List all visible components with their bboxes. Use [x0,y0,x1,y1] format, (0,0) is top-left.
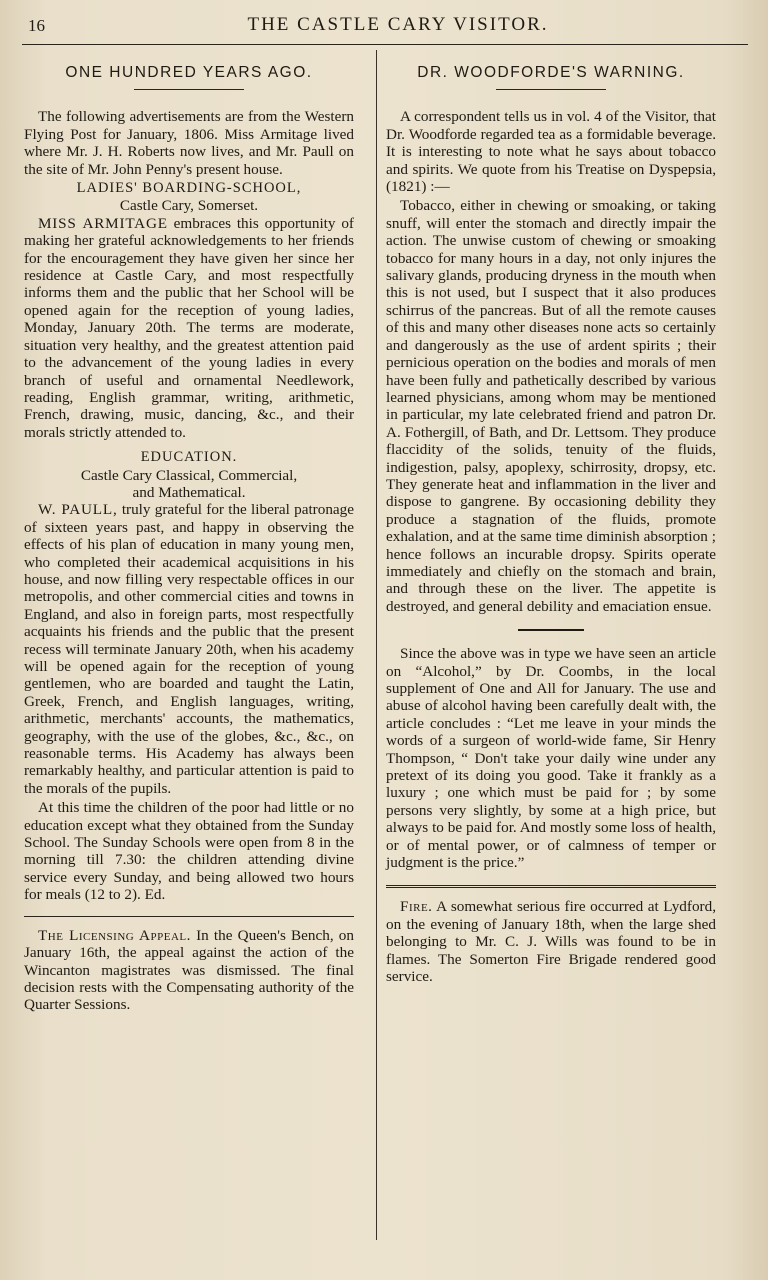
ad2-place1: Castle Cary Classical, Commercial, [80,466,298,484]
section-rule [24,916,354,917]
ad2-place2: and Mathematical. [132,483,246,501]
fire-text: A somewhat serious fire occurred at Lydford, on the evening of January 18th, when the large shed belonging to Mr. C. J. Wills was found to be in flames. The Somerton Fire Brigade rendered good service. [386,898,716,986]
ad2-lead: W. PAULL, [38,501,118,519]
left-heading: ONE HUNDRED YEARS AGO. [65,64,313,81]
ad1-text: embraces this opportunity of making her grateful acknowledgements to her friends for the encouragement they have given her since her residence at Castle Cary, and most respectfully informs them and the public that her School will be opened again for the reception of young ladies, Monday, January 20th. The terms are moderate, situation very healthy, and the greatest attention paid to the advancement of the young ladies in every branch of useful and ornamental Needlework, reading, English grammar, writing, arithmetic, French, drawing, music, dancing, &c., and their morals strictly attended to. [24,214,354,441]
fire-lead: Fire. [400,898,433,916]
page-number: 16 [28,16,45,35]
ad1-title: LADIES' BOARDING-SCHOOL, [76,180,302,197]
fire-notice [386,898,716,985]
ad2-body [24,501,354,797]
heading-rule [496,89,606,90]
section-rule [386,885,716,888]
left-column [24,60,354,1016]
ad2-text: truly grateful for the liberal patronage of sixteen years past, and happy in observing the effects of his plan of education in many young men, who completed their academical acquisitions in his house, and now filling very respectable offices in our metropolis, and other commercial cities and towns in England, and also in foreign parts, most respectfully acquaints his friends and the public that the present recess will terminate January 20th, when his academy will be opened again for the reception of young gentlemen, who are boarded and taught the Latin, Greek, French, and English languages, writing, arithmetic, merchants' accounts, the mathematics, geography, with the use of the globes, &c., &c., on reasonable terms. His Academy has always been remarkably healthy, and particular attention is paid to the morals of the pupils. [24,501,354,797]
woodforde-quote: Tobacco, either in chewing or smoaking, or taking snuff, will enter the stomach and directly impair the action. The unwise custom of chewing or smoaking tobacco for many hours in a day, not only injures the salivary glands, producing dryness in the mouth when this is not used, but I suspect that it also produces schirrus of the pancreas. But of all the remote causes of this and many other diseases none acts so certainly and dangerously as the use of ardent spirits ; their pernicious operation on the bodies and morals of men have been fully and pathetically described by various learned physicians, among whom may be mentioned in particular, my late celebrated friend and patron Dr. A. Fothergill, of Bath, and Dr. Lettsom. They produce flaccidity of the solids, tenuity of the fluids, indigestion, palsy, apoplexy, schirrosity, dropsy, etc. They generate heat and inflammation in the liver and dispose to gangrene. By occasioning debility they produce a stagnation of the fluids, promote exhalation, and at the same time diminish absorption ; hence follows an incurable dropsy. Spirits operate immediately and chiefly on the stomach and brain, and through these on the liver. The appetite is destroyed, and general debility and emaciation ensue. [386,197,716,615]
header-rule [22,44,748,45]
right-column [386,60,716,988]
licensing-text: In the Queen's Bench, on January 16th, the appeal against the action of the Wincanton magistrates was dismissed. The final decision rests with the Compensating authority of the Quarter Sessions. [24,926,354,1014]
left-intro: The following advertisements are from the Western Flying Post for January, 1806. Miss Armitage lived where Mr. J. H. Roberts now lives, and Mr. Paull on the site of Mr. John Penny's present house. [24,108,354,178]
heading-rule [134,89,244,90]
column-divider [376,50,377,1240]
licensing-appeal [24,927,354,1014]
alcohol-addendum: Since the above was in type we have seen an article on “Alcohol,” by Dr. Coombs, in the local supplement of One and All for January. The use and abuse of alcohol having been carefully dealt with, the article concludes : “Let me leave in your minds the words of a surgeon of world-wide fame, Sir Henry Thompson, “ Don't take your daily wine under any pretext of its doing you good. Take it frankly as a luxury ; one which must be paid for ; by some persons very slightly, by some at a high price, but always to be paid for. And mostly some loss of health, or of mental power, or of calmness of temper or judgment is the price.” [386,645,716,872]
licensing-lead: The Licensing Appeal. [38,926,191,944]
ad1-lead: MISS ARMITAGE [38,214,168,232]
left-closing: At this time the children of the poor had little or no education except what they obtained from the Sunday School. The Sunday Schools were open from 8 in the morning till 7.30: the children attending divine service every Sunday, and being allowed two hours for meals (12 to 2). Ed. [24,799,354,904]
page-header [28,14,748,42]
right-intro: A correspondent tells us in vol. 4 of the Visitor, that Dr. Woodforde regarded tea as a formidable beverage. It is interesting to note what he says about tobacco and spirits. We quote from his Treatise on Dyspepsia, (1821) :— [386,108,716,196]
ad1-place: Castle Cary, Somerset. [119,197,259,215]
right-heading: DR. WOODFORDE'S WARNING. [417,64,685,81]
separator-rule [518,629,584,631]
running-title: THE CASTLE CARY VISITOR. [247,14,549,35]
ad2-title: EDUCATION. [140,449,238,466]
ad1-body [24,215,354,441]
